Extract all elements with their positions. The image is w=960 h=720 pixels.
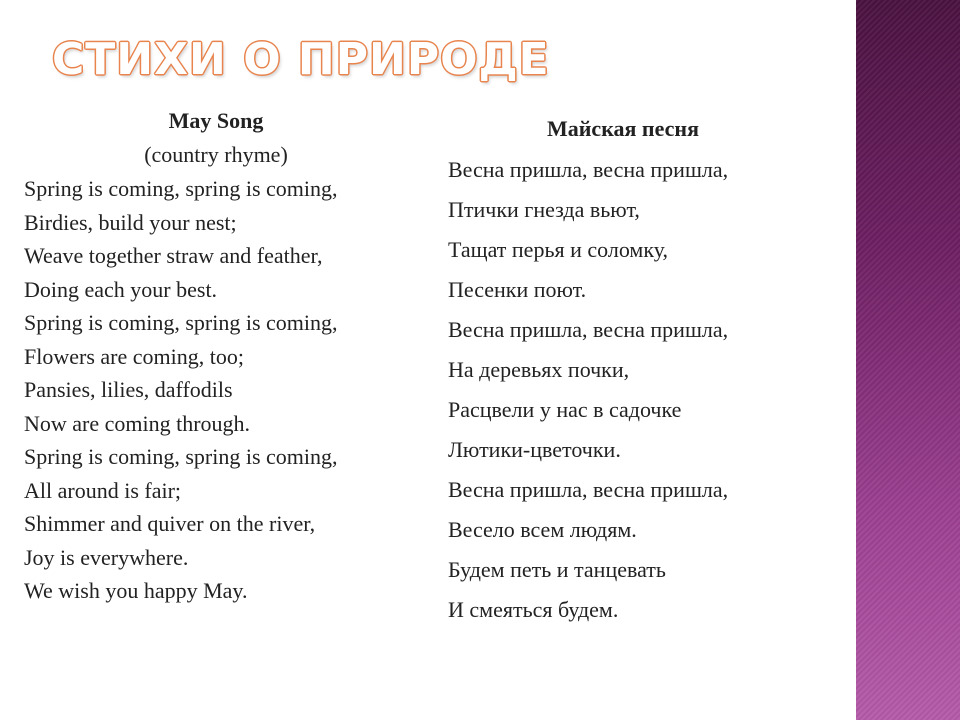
russian-poem <box>448 112 848 630</box>
poem-line: Birdies, build your nest; <box>24 209 237 235</box>
poem-line: Shimmer and quiver on the river, <box>24 511 316 536</box>
poem-line: Spring is coming, spring is coming, <box>24 176 338 201</box>
poem-line: Doing each your best. <box>24 276 218 302</box>
poem-line: Pansies, lilies, daffodils <box>24 377 233 402</box>
english-poem <box>24 104 424 608</box>
poem-line: We wish you happy May. <box>24 578 248 603</box>
poem-line: Weave together straw and feather, <box>24 243 323 268</box>
russian-poem-title: Майская песня <box>546 116 699 141</box>
poem-line: Тащат перья и соломку, <box>448 237 668 262</box>
poem-line: Песенки поют. <box>448 277 587 302</box>
poem-line: Spring is coming, spring is coming, <box>24 444 338 469</box>
slide-title: СТИХИ О ПРИРОДЕ <box>52 34 550 85</box>
english-poem-title: May Song <box>168 108 264 133</box>
poem-line: Spring is coming, spring is coming, <box>24 310 338 335</box>
poem-line: Joy is everywhere. <box>24 544 189 570</box>
left-margin-strip <box>0 0 12 720</box>
poem-line: Весело всем людям. <box>448 517 637 542</box>
poem-line: Расцвели у нас в садочке <box>448 397 682 422</box>
poem-line: Птички гнезда вьют, <box>448 197 640 222</box>
poem-line: На деревьях почки, <box>448 357 630 382</box>
poem-line: И смеяться будем. <box>448 597 619 622</box>
english-poem-subtitle: (country rhyme) <box>144 142 288 167</box>
poem-line: Будем петь и танцевать <box>448 557 666 582</box>
poem-line: Весна пришла, весна пришла, <box>448 477 729 502</box>
poem-line: Весна пришла, весна пришла, <box>448 317 729 342</box>
poem-line: All around is fair; <box>24 477 182 503</box>
poem-line: Весна пришла, весна пришла, <box>448 157 729 182</box>
poem-line: Лютики-цветочки. <box>448 437 621 462</box>
poem-line: Now are coming through. <box>24 410 251 436</box>
decorative-side-panel <box>856 0 960 720</box>
poem-line: Flowers are coming, too; <box>24 343 244 369</box>
